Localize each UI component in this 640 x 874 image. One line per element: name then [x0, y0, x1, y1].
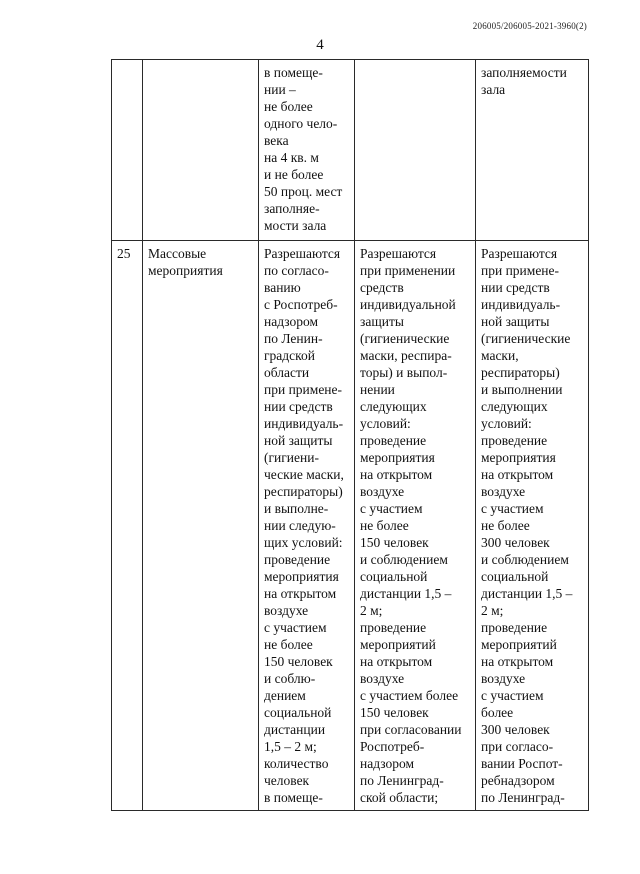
column-3-cell	[259, 60, 355, 241]
page-number: 4	[316, 37, 324, 53]
column-4-text: Разрешаются при применении средств индивидуальной защиты (гигиенические маски, респира- торы) и выпол- нении следующих условий: проведение мероприятия на открытом воздухе с участием не более 150 человек и соблюдением социальной дистанции 1,5 – 2 м; проведение мероприятий на открытом воздухе с участием более 150 человек при согласовании Роспотреб- надзором по Ленинград- ской области;	[360, 246, 462, 805]
activity-name-cell	[143, 60, 259, 241]
column-5-cell	[476, 60, 589, 241]
column-4-cell	[355, 241, 476, 811]
column-3-text: Разрешаются по согласо- ванию с Роспотреб- надзором по Ленин- градской области при примене- нии средств индивидуаль- ной защиты (гигиени- ческие маски, респираторы) и выполне- нии следую- щих условий: проведение мероприятия на открытом воздухе с участием не более 150 человек и соблю- дением социальной дистанции 1,5 – 2 м; количество человек в помеще-	[264, 246, 344, 805]
measures-table	[111, 59, 589, 811]
activity-name: Массовые мероприятия	[148, 246, 223, 278]
column-5-text: заполняемости зала	[481, 65, 567, 97]
column-5-text: Разрешаются при примене- нии средств индивидуаль- ной защиты (гигиенические маски, респираторы) и выполнении следующих условий: проведение мероприятия на открытом воздухе с участием не более 300 человек и соблюдением социальной дистанции 1,5 – 2 м; проведение мероприятий на открытом воздухе с участием более 300 человек при согласо- вании Роспот- ребнадзором по Ленинград-	[481, 246, 573, 805]
table-row	[112, 241, 589, 811]
column-5-cell	[476, 241, 589, 811]
row-number-cell	[112, 60, 143, 241]
row-number-cell	[112, 241, 143, 811]
column-3-cell	[259, 241, 355, 811]
column-3-text: в помеще- нии – не более одного чело- века на 4 кв. м и не более 50 проц. мест заполняе- мости зала	[264, 65, 343, 233]
row-number: 25	[117, 246, 131, 261]
table-row	[112, 60, 589, 241]
column-4-cell	[355, 60, 476, 241]
document-id: 206005/206005-2021-3960(2)	[472, 21, 587, 31]
activity-name-cell	[143, 241, 259, 811]
